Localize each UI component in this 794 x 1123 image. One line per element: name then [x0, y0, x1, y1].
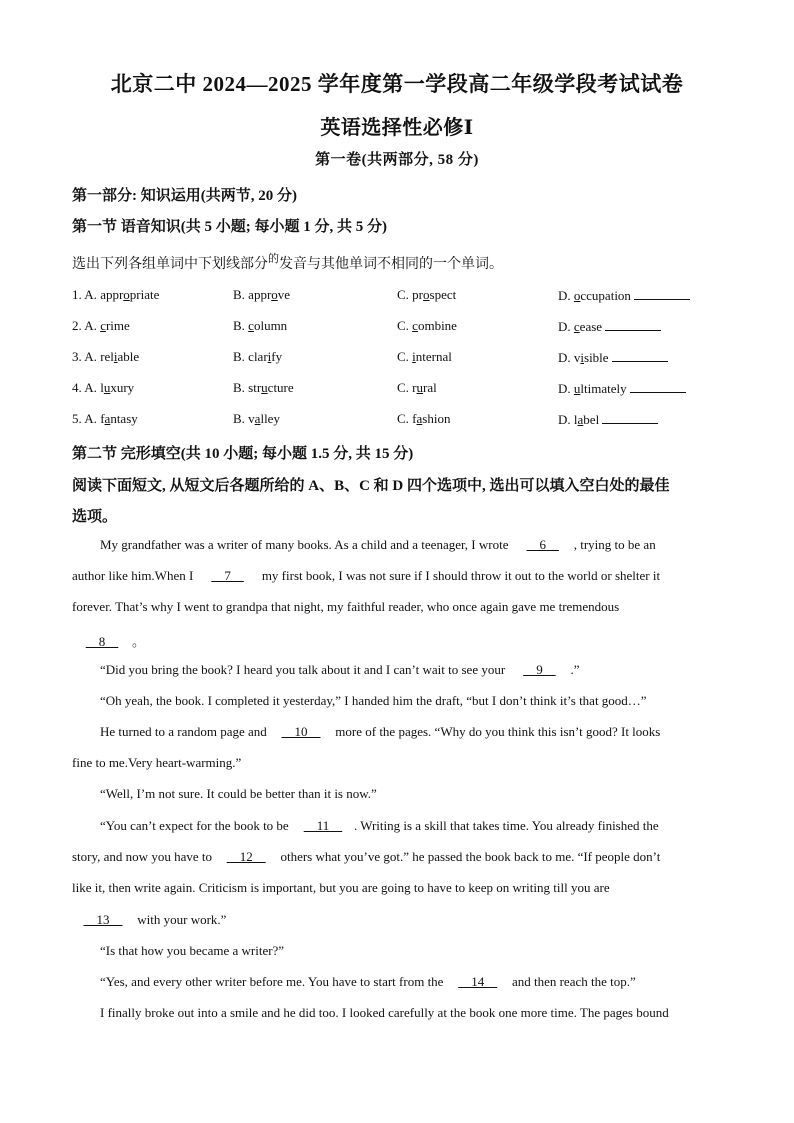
option-label: C. — [397, 411, 409, 426]
section1-heading: 第一节 语音知识(共 5 小题; 每小题 1 分, 共 5 分) — [72, 219, 387, 235]
underlined-letter: i — [580, 350, 585, 365]
underlined-letter: a — [416, 411, 423, 426]
question-5-option-b — [233, 411, 280, 427]
part1-heading: 第一部分: 知识运用(共两节, 20 分) — [72, 188, 297, 204]
passage-text: my first book, I was not sure if I should throw it out to the world or shelter it — [258, 568, 661, 583]
question-2-option-c — [397, 318, 457, 334]
passage-text: and then reach the top.” — [508, 974, 636, 989]
underlined-letter: o — [423, 287, 430, 302]
question-4-option-d — [558, 380, 686, 397]
word-part: r — [412, 380, 417, 395]
passage-line: forever. That’s why I went to grandpa that night, my faithful reader, who once again gave me tremendous — [72, 599, 620, 614]
option-label: A. — [84, 411, 97, 426]
word-part: able — [117, 349, 140, 364]
word-part: fy — [271, 349, 283, 364]
question-1-option-a — [72, 287, 159, 303]
blank-13: 13 — [83, 912, 123, 927]
underlined-letter: u — [103, 380, 111, 395]
word-part: spect — [429, 287, 457, 302]
passage-text: . Writing is a skill that takes time. You already finished the — [353, 818, 659, 833]
blank-12: 12 — [226, 849, 266, 864]
word-part: ntasy — [110, 411, 138, 426]
passage-line — [72, 849, 722, 865]
option-label: A. — [84, 380, 97, 395]
option-label: B. — [233, 349, 245, 364]
word-part: l — [573, 412, 578, 427]
question-1-option-d — [558, 287, 690, 304]
word-part: bel — [583, 412, 600, 427]
passage-line — [72, 912, 722, 928]
blank-14: 14 — [458, 974, 498, 989]
instruction-text-b: 发音与其他单词不相同的一个单词。 — [279, 257, 503, 272]
passage-text: He turned to a random page and — [100, 724, 271, 739]
option-label: A. — [84, 318, 97, 333]
question-4-option-c — [397, 380, 437, 396]
passage-text: more of the pages. “Why do you think this isn’t good? It looks — [332, 724, 661, 739]
option-label: D. — [558, 350, 571, 365]
passage-line: “Oh yeah, the book. I completed it yesterday,” I handed him the draft, “but I don’t think it’s that good…” — [100, 693, 647, 708]
passage-line: like it, then write again. Criticism is important, but you are going to have to keep on writing till you are — [72, 880, 610, 895]
option-label: C. — [397, 380, 409, 395]
question-1-option-c — [397, 287, 456, 303]
answer-blank[interactable] — [634, 287, 690, 300]
underlined-letter: c — [573, 319, 580, 334]
option-label: C. — [397, 349, 409, 364]
passage-text: .” — [570, 662, 580, 677]
word-part: str — [248, 380, 262, 395]
option-label: B. — [233, 380, 245, 395]
passage-text: with your work.” — [134, 912, 227, 927]
option-label: A. — [84, 349, 97, 364]
word-part: ve — [277, 287, 291, 302]
question-5-option-c — [397, 411, 450, 427]
underlined-letter: u — [573, 381, 581, 396]
word-part: ltimately — [580, 381, 627, 396]
word-part: ral — [423, 380, 437, 395]
passage-text: “Did you bring the book? I heard you talk about it and I can’t wait to see your — [100, 662, 509, 677]
word-part: v — [573, 350, 581, 365]
underlined-letter: c — [248, 318, 254, 333]
underlined-letter: u — [416, 380, 424, 395]
question-2-option-d — [558, 318, 661, 335]
question-4-option-b — [233, 380, 294, 396]
passage-text: My grandfather was a writer of many books. As a child and a teenager, I wrote — [100, 537, 512, 552]
option-label: D. — [558, 412, 571, 427]
exam-subtitle: 英语选择性必修Ⅰ — [320, 117, 474, 139]
word-part: shion — [422, 411, 451, 426]
word-part: appr — [248, 287, 272, 302]
passage-text: others what you’ve got.” he passed the book back to me. “If people don’t — [277, 849, 661, 864]
word-part: appr — [100, 287, 124, 302]
underlined-letter: i — [412, 349, 416, 364]
question-number: 1. — [72, 287, 82, 302]
exam-title: 北京二中 2024—2025 学年度第一学段高二年级学段考试试卷 — [110, 72, 684, 96]
word-part: ease — [579, 319, 603, 334]
question-number: 4. — [72, 380, 82, 395]
section1-instruction — [72, 250, 732, 273]
word-part: ccupation — [580, 288, 631, 303]
passage-line — [100, 537, 750, 553]
option-label: C. — [397, 287, 409, 302]
blank-7: 7 — [211, 568, 244, 583]
question-number: 5. — [72, 411, 82, 426]
word-part: lley — [260, 411, 280, 426]
blank-11: 11 — [303, 818, 343, 833]
section2-instruction-line2: 选项。 — [72, 509, 118, 525]
question-3-option-a — [72, 349, 139, 365]
option-label: B. — [233, 318, 245, 333]
underlined-letter: c — [412, 318, 418, 333]
passage-text: author like him.When I — [72, 568, 197, 583]
word-part: rime — [105, 318, 130, 333]
blank-10: 10 — [281, 724, 321, 739]
underlined-letter: i — [113, 349, 118, 364]
passage-line — [100, 662, 750, 678]
question-5-option-d — [558, 411, 658, 428]
passage-line: “Is that how you became a writer?” — [100, 943, 285, 958]
underlined-letter: u — [261, 380, 268, 395]
underlined-letter: a — [254, 411, 261, 426]
question-number: 3. — [72, 349, 82, 364]
question-2-option-b — [233, 318, 287, 334]
passage-line: I finally broke out into a smile and he did too. I looked carefully at the book one more time. The pages bound — [100, 1005, 669, 1020]
passage-line: “Well, I’m not sure. It could be better than it is now.” — [100, 786, 377, 801]
word-part: xury — [110, 380, 135, 395]
passage-text: 。 — [132, 634, 146, 649]
passage-text: “Yes, and every other writer before me. You have to start from the — [100, 974, 447, 989]
option-label: A. — [84, 287, 97, 302]
word-part: priate — [129, 287, 160, 302]
passage-line: fine to me.Very heart-warming.” — [72, 755, 242, 770]
blank-6: 6 — [526, 537, 559, 552]
passage-text: story, and now you have to — [72, 849, 216, 864]
option-label: B. — [233, 411, 245, 426]
volume-heading: 第一卷(共两部分, 58 分) — [315, 152, 479, 168]
section2-instruction-line1: 阅读下面短文, 从短文后各题所给的 A、B、C 和 D 四个选项中, 选出可以填入空白处的最佳 — [72, 478, 670, 494]
blank-9: 9 — [523, 662, 556, 677]
question-3-option-c — [397, 349, 452, 365]
question-4-option-a — [72, 380, 134, 396]
passage-line — [100, 974, 750, 990]
answer-blank[interactable] — [630, 380, 686, 393]
option-label: B. — [233, 287, 245, 302]
option-label: D. — [558, 319, 571, 334]
answer-blank[interactable] — [612, 349, 668, 362]
option-label: C. — [397, 318, 409, 333]
option-label: D. — [558, 381, 571, 396]
word-part: f — [100, 411, 105, 426]
underlined-letter: i — [267, 349, 272, 364]
passage-line — [72, 568, 722, 584]
question-3-option-b — [233, 349, 282, 365]
word-part: pr — [412, 287, 424, 302]
passage-line — [100, 818, 750, 834]
word-part: f — [412, 411, 417, 426]
question-2-option-a — [72, 318, 130, 334]
underlined-letter: a — [104, 411, 111, 426]
underlined-letter: o — [271, 287, 278, 302]
passage-text: “You can’t expect for the book to be — [100, 818, 292, 833]
question-number: 2. — [72, 318, 82, 333]
answer-blank[interactable] — [605, 318, 661, 331]
question-1-option-b — [233, 287, 290, 303]
question-5-option-a — [72, 411, 138, 427]
word-part: sible — [584, 350, 609, 365]
word-part: v — [248, 411, 255, 426]
passage-line — [72, 631, 722, 650]
blank-8: 8 — [85, 634, 119, 649]
underlined-letter: a — [577, 412, 584, 427]
word-part: nternal — [415, 349, 452, 364]
word-part: clar — [248, 349, 268, 364]
instruction-sup: 的 — [268, 253, 279, 265]
passage-line — [100, 724, 750, 740]
underlined-letter: c — [100, 318, 106, 333]
underlined-letter: o — [573, 288, 581, 303]
instruction-text-a: 选出下列各组单词中下划线部分 — [72, 257, 268, 272]
answer-blank[interactable] — [602, 411, 658, 424]
section2-heading: 第二节 完形填空(共 10 小题; 每小题 1.5 分, 共 15 分) — [72, 446, 414, 462]
passage-text: , trying to be an — [573, 537, 656, 552]
word-part: l — [100, 380, 104, 395]
question-3-option-d — [558, 349, 668, 366]
word-part: cture — [267, 380, 294, 395]
option-label: D. — [558, 288, 571, 303]
word-part: ombine — [417, 318, 457, 333]
underlined-letter: o — [123, 287, 130, 302]
word-part: rel — [100, 349, 114, 364]
word-part: olumn — [253, 318, 288, 333]
